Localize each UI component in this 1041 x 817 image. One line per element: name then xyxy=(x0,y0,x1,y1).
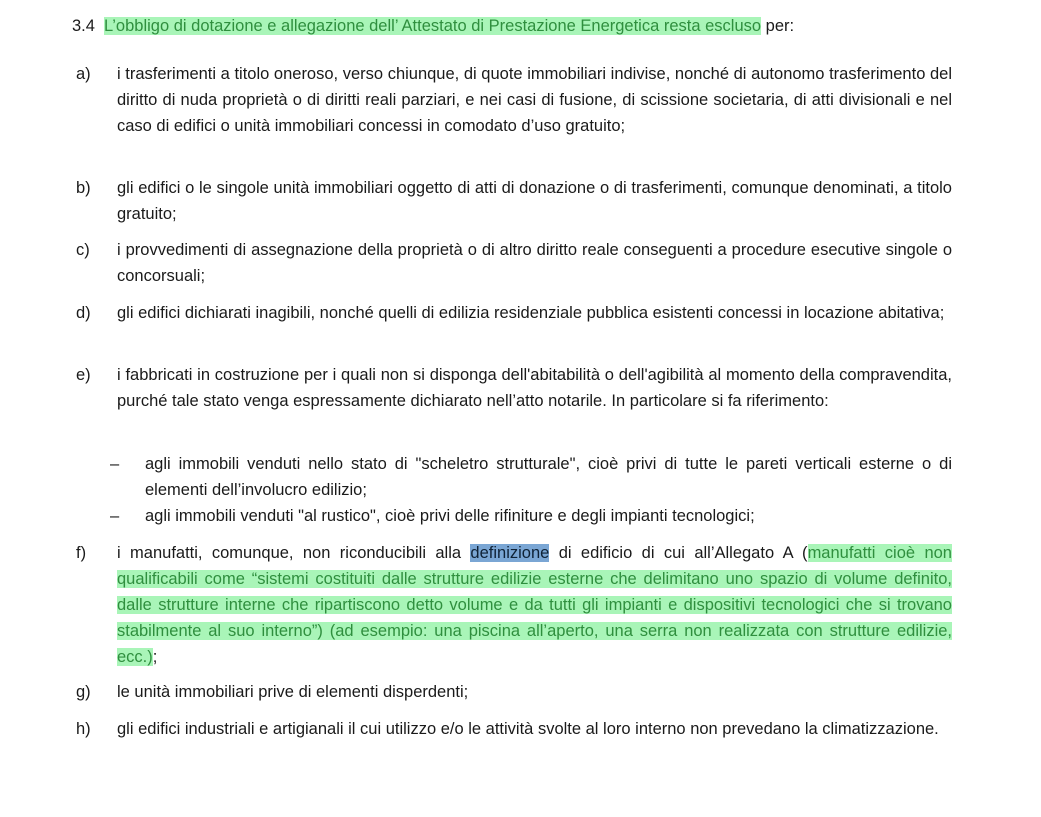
sub-item-scheletro xyxy=(110,451,952,503)
sub-item-rustico xyxy=(110,503,952,529)
item-text[interactable]: i fabbricati in costruzione per i quali non si disponga dell'abitabilità o dell'agibilità al momento della compravendita, purché tale stato venga espressamente dichiarato nell’atto notarile. In particolare si fa riferimento: xyxy=(117,366,952,410)
item-f-highlight[interactable]: manufatti cioè non qualificabili come “sistemi costituiti dalle strutture edilizie esterne che delimitano uno spazio di volume definito, dalle strutture interne che ripartiscono detto volume e da tutti gli impianti e dispositivi tecnologici che si trovano stabilmente al suo interno”) (ad esempio: una piscina all’aperto, una serra non realizzata con strutture edilizie, ecc.) xyxy=(117,544,952,666)
item-text[interactable]: i provvedimenti di assegnazione della proprietà o di altro diritto reale conseguenti a procedure esecutive singole o concorsuali; xyxy=(117,241,952,285)
sub-item-text[interactable]: agli immobili venduti "al rustico", cioè privi delle rifiniture e degli impianti tecnologici; xyxy=(145,507,755,525)
list-item-d xyxy=(76,300,952,326)
dash-bullet: – xyxy=(110,455,120,473)
item-text[interactable]: gli edifici dichiarati inagibili, nonché quelli di edilizia residenziale pubblica esistenti concessi in locazione abitativa; xyxy=(117,304,945,322)
list-item-a xyxy=(76,61,952,139)
item-label: d) xyxy=(76,304,91,322)
item-text[interactable]: gli edifici o le singole unità immobiliari oggetto di atti di donazione o di trasferimenti, comunque denominati, a titolo gratuito; xyxy=(117,179,952,223)
item-label: b) xyxy=(76,179,91,197)
item-text[interactable]: le unità immobiliari prive di elementi disperdenti; xyxy=(117,683,469,701)
sub-item-text[interactable]: agli immobili venduti nello stato di "scheletro strutturale", cioè privi di tutte le pareti verticali esterne o di elementi dell’involucro edilizio; xyxy=(145,455,952,499)
item-text[interactable]: gli edifici industriali e artigianali il cui utilizzo e/o le attività svolte al loro interno non prevedano la climatizzazione. xyxy=(117,720,939,738)
section-heading xyxy=(72,14,952,38)
heading-tail: per: xyxy=(765,17,795,35)
list-item-h xyxy=(76,716,952,742)
item-label: a) xyxy=(76,65,91,83)
item-f-pre: i manufatti, comunque, non riconducibili alla xyxy=(117,544,462,562)
item-label: f) xyxy=(76,544,87,562)
list-item-b xyxy=(76,175,952,227)
list-item-c xyxy=(76,237,952,289)
list-item-e xyxy=(76,362,952,414)
list-item-f xyxy=(76,540,952,670)
dash-bullet: – xyxy=(110,507,120,525)
section-number: 3.4 xyxy=(72,17,95,35)
item-f-mid: di edificio di cui all’Allegato A ( xyxy=(558,544,808,562)
item-label: e) xyxy=(76,366,91,384)
item-label: h) xyxy=(76,720,91,738)
item-f-tail: ; xyxy=(152,648,158,666)
item-label: c) xyxy=(76,241,90,259)
list-item-g xyxy=(76,679,952,705)
selected-word[interactable]: definizione xyxy=(470,544,550,562)
item-text[interactable] xyxy=(117,540,952,670)
item-text[interactable]: i trasferimenti a titolo oneroso, verso chiunque, di quote immobiliari indivise, nonché di autonomo trasferimento del diritto di nuda proprietà o di diritti reali parziari, e nei casi di fusione, di scissione societaria, di atti divisionali e nel caso di edifici o unità immobiliari concessi in comodato d’uso gratuito; xyxy=(117,65,952,135)
item-label: g) xyxy=(76,683,91,701)
heading-highlight[interactable]: L’obbligo di dotazione e allegazione dell’ Attestato di Prestazione Energetica resta escluso xyxy=(104,17,762,35)
